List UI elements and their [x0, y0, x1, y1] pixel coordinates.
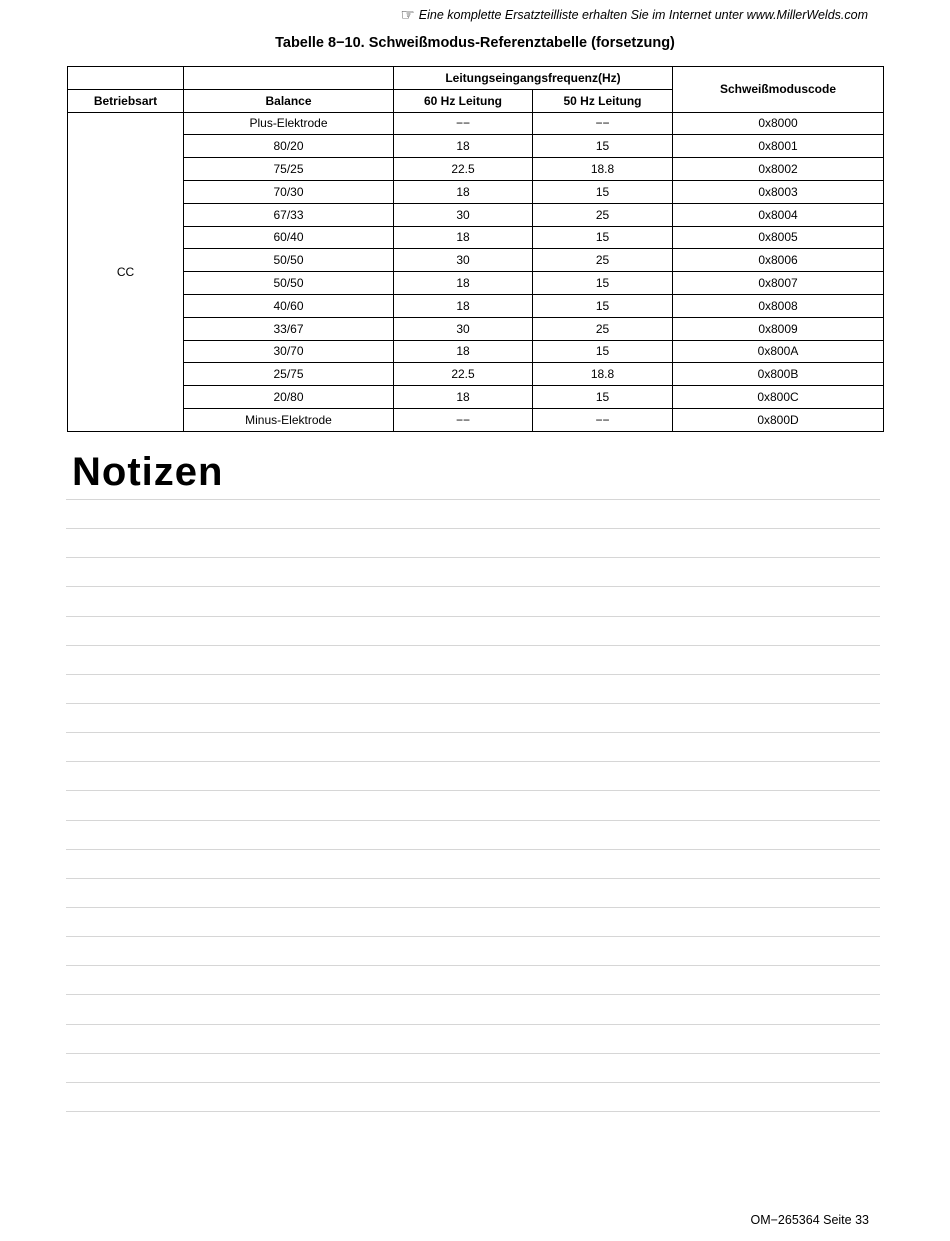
code-cell: 0x800C	[673, 386, 884, 409]
page-footer: OM−265364 Seite 33	[750, 1213, 869, 1227]
code-cell: 0x8000	[673, 112, 884, 135]
code-cell: 0x8005	[673, 226, 884, 249]
code-cell: 0x8009	[673, 317, 884, 340]
hz60-cell: −−	[394, 112, 533, 135]
hz60-cell: 18	[394, 294, 533, 317]
note-line	[66, 586, 880, 615]
table-row	[68, 386, 884, 409]
balance-cell: Minus-Elektrode	[184, 408, 394, 431]
code-cell: 0x8007	[673, 272, 884, 295]
table-row	[68, 340, 884, 363]
hz50-cell: 18.8	[533, 363, 673, 386]
hz60-cell: 30	[394, 249, 533, 272]
table-title: Tabelle 8−10. Schweißmodus-Referenztabelle (forsetzung)	[275, 35, 675, 51]
balance-cell: 40/60	[184, 294, 394, 317]
empty-header-cell	[184, 67, 394, 90]
parts-list-note-text: Eine komplette Ersatzteilliste erhalten Sie im Internet unter www.MillerWelds.com	[418, 8, 868, 22]
balance-cell: 60/40	[184, 226, 394, 249]
code-column-header: Schweißmoduscode	[673, 67, 884, 113]
note-line	[66, 1111, 880, 1140]
balance-cell: 75/25	[184, 158, 394, 181]
hz50-cell: −−	[533, 408, 673, 431]
hz50-cell: 15	[533, 272, 673, 295]
hz50-cell: 25	[533, 249, 673, 272]
table-row	[68, 180, 884, 203]
note-line	[66, 1053, 880, 1082]
hz60-cell: 30	[394, 203, 533, 226]
note-line	[66, 528, 880, 557]
balance-cell: 80/20	[184, 135, 394, 158]
note-line	[66, 965, 880, 994]
note-line	[66, 616, 880, 645]
balance-cell: 25/75	[184, 363, 394, 386]
code-cell: 0x8008	[673, 294, 884, 317]
balance-column-header: Balance	[184, 89, 394, 112]
parts-list-note	[400, 5, 868, 25]
table-row	[68, 294, 884, 317]
hz50-cell: −−	[533, 112, 673, 135]
hz60-cell: 18	[394, 340, 533, 363]
hz60-cell: 22.5	[394, 158, 533, 181]
table-row	[68, 272, 884, 295]
hz60-cell: 22.5	[394, 363, 533, 386]
table-row	[68, 363, 884, 386]
code-cell: 0x800D	[673, 408, 884, 431]
note-line	[66, 645, 880, 674]
hz60-cell: −−	[394, 408, 533, 431]
note-line	[66, 790, 880, 819]
note-line	[66, 849, 880, 878]
code-cell: 0x800B	[673, 363, 884, 386]
balance-cell: 50/50	[184, 249, 394, 272]
code-cell: 0x8001	[673, 135, 884, 158]
note-line	[66, 557, 880, 586]
hz50-cell: 15	[533, 180, 673, 203]
hz60-cell: 18	[394, 272, 533, 295]
hz50-cell: 15	[533, 340, 673, 363]
code-cell: 0x8004	[673, 203, 884, 226]
table-row	[68, 135, 884, 158]
note-line	[66, 820, 880, 849]
mode-cell: CC	[68, 112, 184, 431]
table-row	[68, 226, 884, 249]
balance-cell: 67/33	[184, 203, 394, 226]
balance-cell: 33/67	[184, 317, 394, 340]
note-line	[66, 674, 880, 703]
header-row-group	[68, 67, 884, 90]
note-line	[66, 703, 880, 732]
hz50-cell: 15	[533, 226, 673, 249]
note-line	[66, 761, 880, 790]
note-line	[66, 499, 880, 528]
hz50-cell: 15	[533, 386, 673, 409]
hz60-cell: 18	[394, 226, 533, 249]
table-row	[68, 158, 884, 181]
table-row	[68, 249, 884, 272]
notes-title: Notizen	[72, 450, 224, 494]
balance-cell: 70/30	[184, 180, 394, 203]
balance-cell: 20/80	[184, 386, 394, 409]
code-cell: 0x800A	[673, 340, 884, 363]
table-row	[68, 203, 884, 226]
table-row	[68, 317, 884, 340]
table-row	[68, 408, 884, 431]
hz60-cell: 18	[394, 180, 533, 203]
note-line	[66, 878, 880, 907]
balance-cell: 30/70	[184, 340, 394, 363]
note-line	[66, 936, 880, 965]
hz60-cell: 30	[394, 317, 533, 340]
hz50-cell: 18.8	[533, 158, 673, 181]
hz50-column-header: 50 Hz Leitung	[533, 89, 673, 112]
note-line	[66, 994, 880, 1023]
notes-lined-area	[66, 499, 880, 1140]
note-line	[66, 907, 880, 936]
pointing-hand-icon: ☞	[400, 7, 415, 24]
balance-cell: Plus-Elektrode	[184, 112, 394, 135]
table-body	[68, 112, 884, 431]
mode-column-header: Betriebsart	[68, 89, 184, 112]
note-line	[66, 732, 880, 761]
hz50-cell: 25	[533, 203, 673, 226]
hz50-cell: 15	[533, 294, 673, 317]
empty-header-cell	[68, 67, 184, 90]
note-line	[66, 1082, 880, 1111]
table-row	[68, 112, 884, 135]
hz60-cell: 18	[394, 386, 533, 409]
frequency-group-header: Leitungseingangsfrequenz(Hz)	[394, 67, 673, 90]
weld-mode-reference-table	[67, 66, 884, 432]
balance-cell: 50/50	[184, 272, 394, 295]
hz50-cell: 25	[533, 317, 673, 340]
code-cell: 0x8006	[673, 249, 884, 272]
code-cell: 0x8003	[673, 180, 884, 203]
hz60-column-header: 60 Hz Leitung	[394, 89, 533, 112]
hz50-cell: 15	[533, 135, 673, 158]
note-line	[66, 1024, 880, 1053]
hz60-cell: 18	[394, 135, 533, 158]
code-cell: 0x8002	[673, 158, 884, 181]
